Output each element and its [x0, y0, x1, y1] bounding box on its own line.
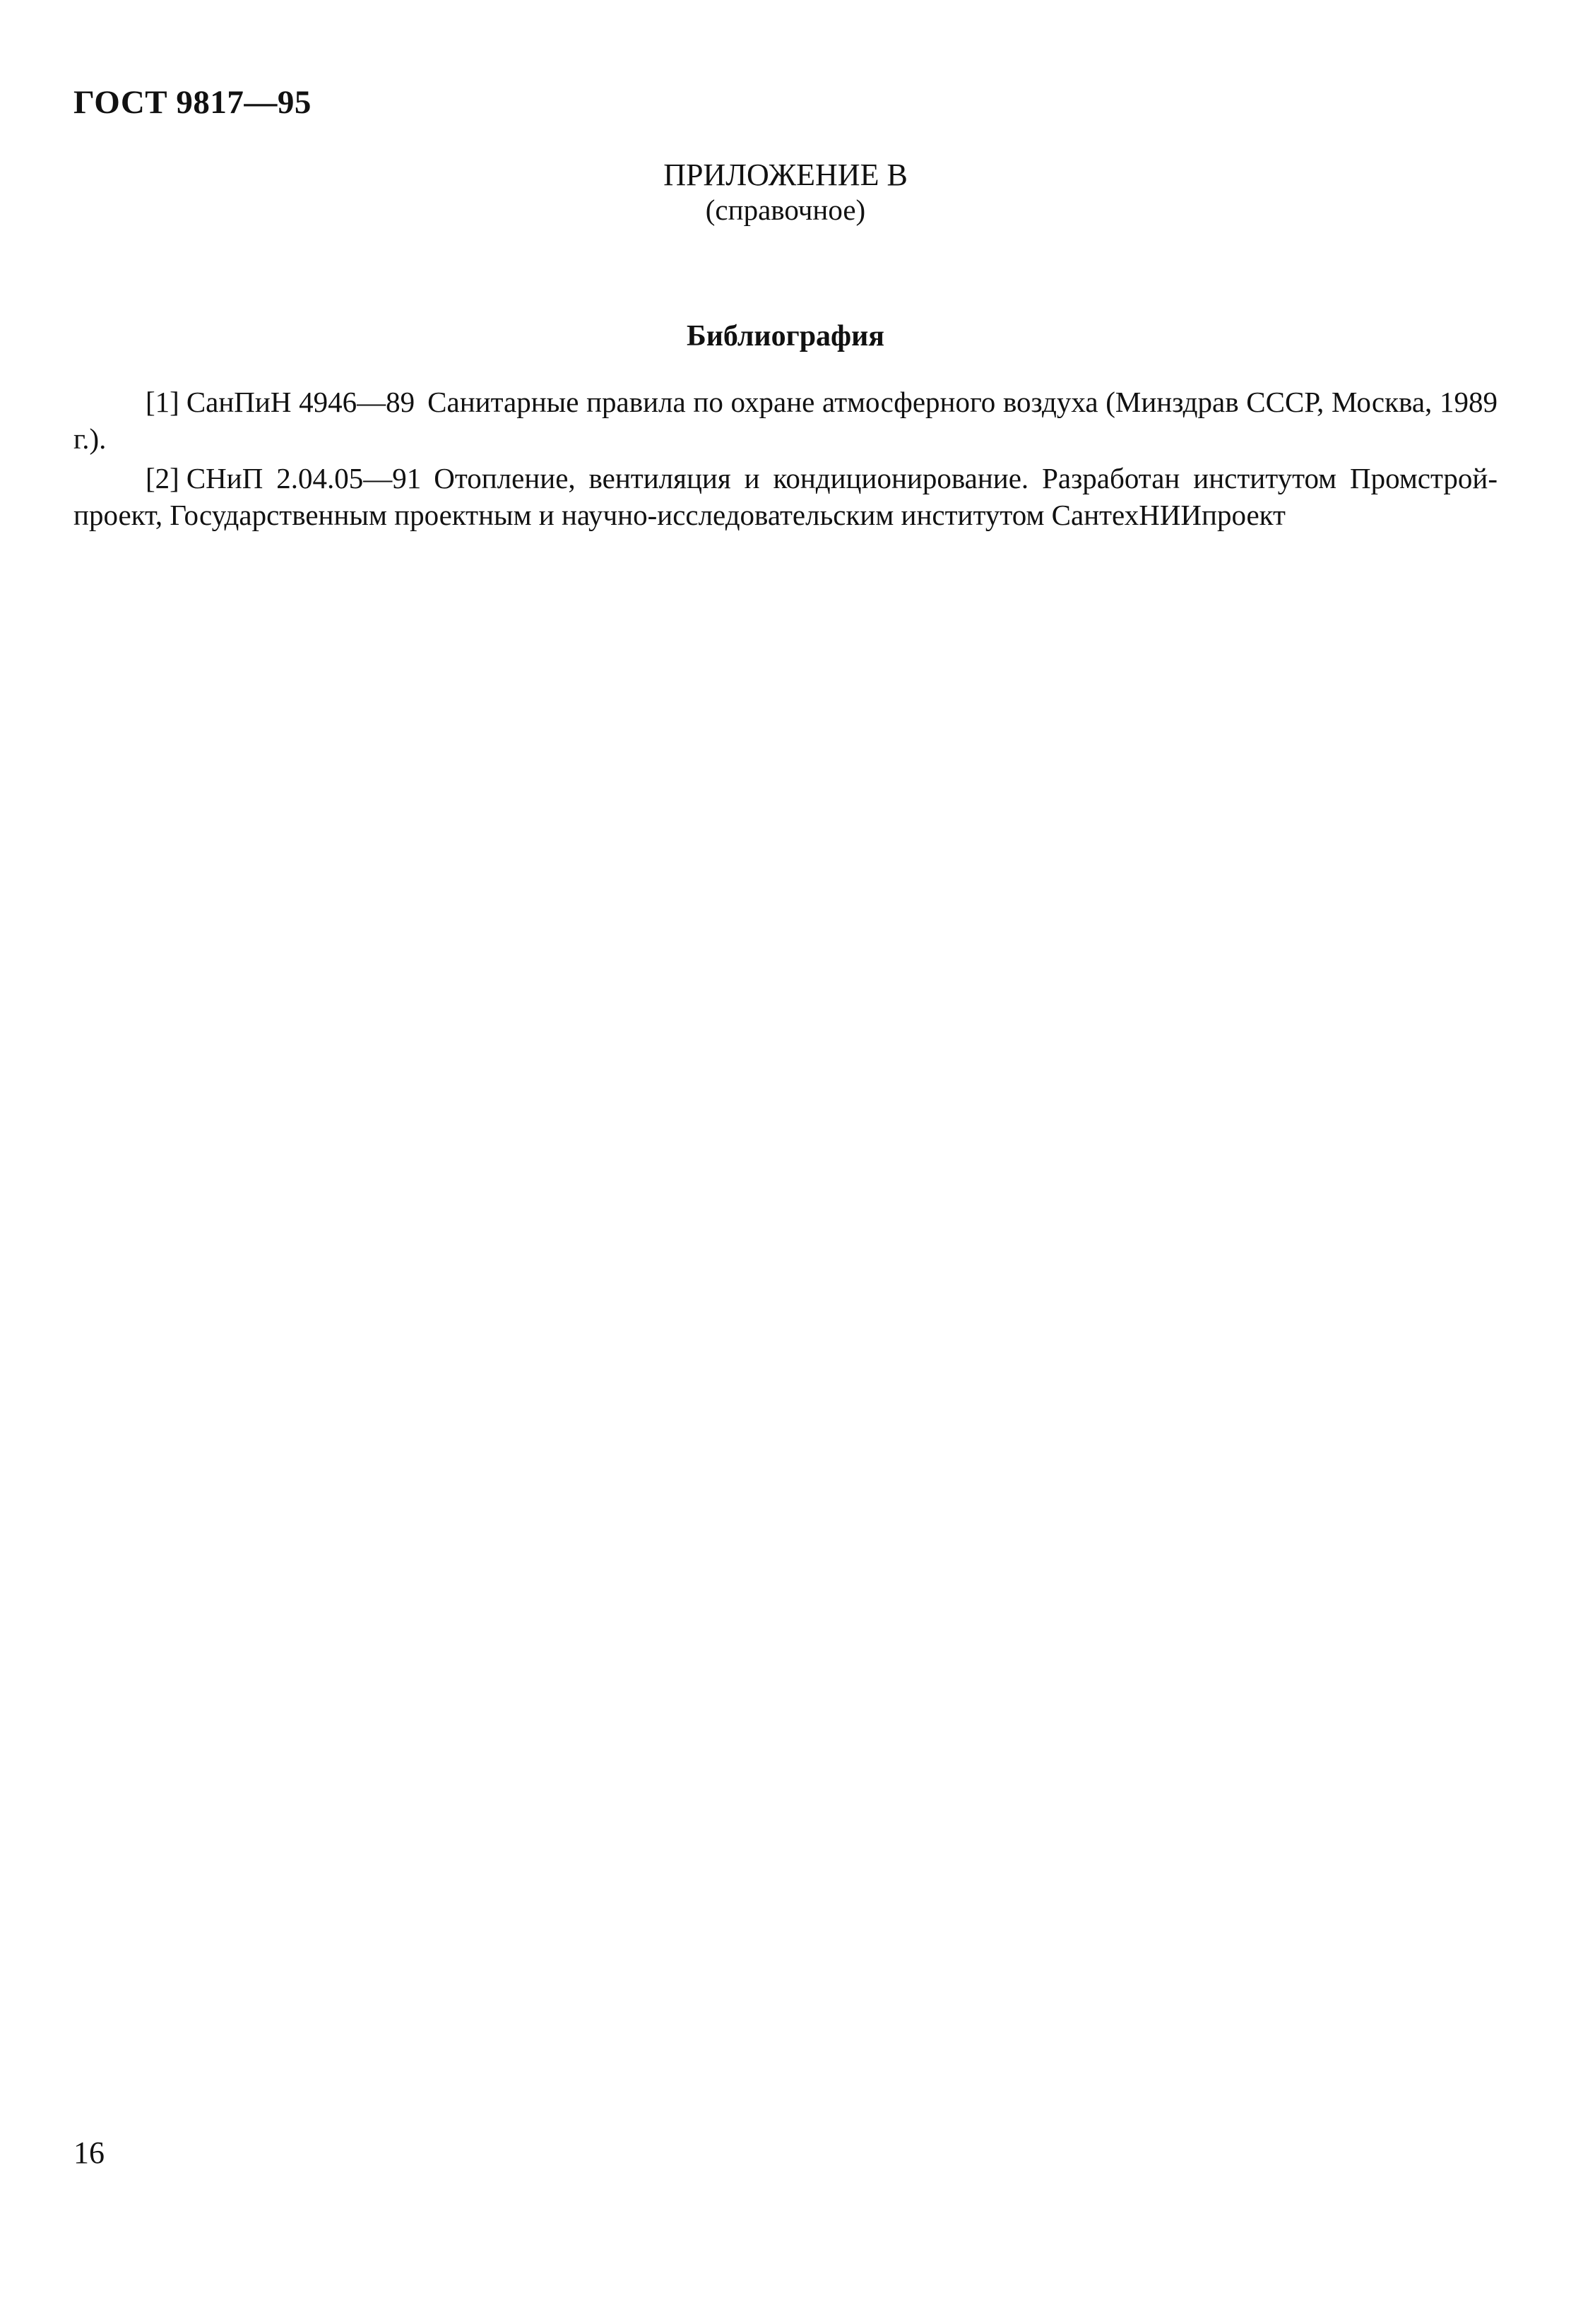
document-code: ГОСТ 9817—95 [73, 84, 312, 121]
bibliography-item-1 [73, 384, 1498, 457]
reference-number: [1] [146, 386, 179, 418]
reference-text: Отопление, вентиляция и кондиционирование. Разработан институтом Промстрой-проект, Государственным проектным и научно-исследовательским институтом СантехНИИпроект [73, 462, 1498, 531]
bibliography-heading: Библиография [686, 320, 885, 352]
reference-number: [2] [146, 462, 179, 494]
reference-text: Санитарные правила по охране атмосферного воздуха (Минздрав СССР, Москва, 1989 г.). [73, 386, 1498, 455]
bibliography-item-2 [73, 460, 1498, 533]
reference-code: СНиП 2.04.05—91 [186, 462, 422, 494]
page-number: 16 [73, 2135, 105, 2170]
reference-code: СанПиН 4946—89 [186, 386, 415, 418]
appendix-title: ПРИЛОЖЕНИЕ В [663, 158, 908, 192]
appendix-type: (справочное) [705, 194, 866, 226]
bibliography-list [73, 384, 1498, 536]
